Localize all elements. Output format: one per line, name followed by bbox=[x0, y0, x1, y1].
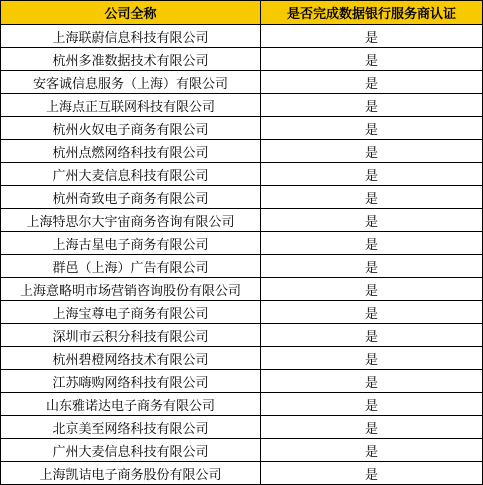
company-name-cell[interactable]: 上海凯诘电子商务股份有限公司 bbox=[1, 462, 261, 485]
table-body bbox=[1, 25, 483, 485]
table-header bbox=[1, 1, 483, 25]
company-name-cell[interactable]: 上海联蔚信息科技有限公司 bbox=[1, 25, 261, 48]
company-name-cell[interactable]: 江苏嗨购网络科技有限公司 bbox=[1, 370, 261, 393]
company-name-cell[interactable]: 群邑（上海）广告有限公司 bbox=[1, 255, 261, 278]
certification-status-cell[interactable]: 是 bbox=[261, 439, 483, 462]
certification-status-cell[interactable]: 是 bbox=[261, 117, 483, 140]
company-name-cell[interactable]: 杭州奇致电子商务有限公司 bbox=[1, 186, 261, 209]
table-row bbox=[1, 278, 483, 301]
certification-status-cell[interactable]: 是 bbox=[261, 71, 483, 94]
company-name-cell[interactable]: 山东雅诺达电子商务有限公司 bbox=[1, 393, 261, 416]
company-name-cell[interactable]: 北京美至网络科技有限公司 bbox=[1, 416, 261, 439]
certification-status-cell[interactable]: 是 bbox=[261, 278, 483, 301]
company-name-cell[interactable]: 安客诚信息服务（上海）有限公司 bbox=[1, 71, 261, 94]
table-row bbox=[1, 347, 483, 370]
certification-status-cell[interactable]: 是 bbox=[261, 393, 483, 416]
table-row bbox=[1, 462, 483, 485]
certification-status-cell[interactable]: 是 bbox=[261, 48, 483, 71]
company-name-cell[interactable]: 杭州火奴电子商务有限公司 bbox=[1, 117, 261, 140]
table-row bbox=[1, 393, 483, 416]
company-name-cell[interactable]: 深圳市云积分科技有限公司 bbox=[1, 324, 261, 347]
table-row bbox=[1, 209, 483, 232]
table-row bbox=[1, 324, 483, 347]
table-row bbox=[1, 301, 483, 324]
company-name-cell[interactable]: 上海意略明市场营销咨询股份有限公司 bbox=[1, 278, 261, 301]
certification-status-cell[interactable]: 是 bbox=[261, 163, 483, 186]
header-row bbox=[1, 1, 483, 25]
certification-status-cell[interactable]: 是 bbox=[261, 25, 483, 48]
company-name-cell[interactable]: 广州大麦信息科技有限公司 bbox=[1, 163, 261, 186]
table-row bbox=[1, 370, 483, 393]
certification-status-cell[interactable]: 是 bbox=[261, 255, 483, 278]
table-row bbox=[1, 255, 483, 278]
company-name-cell[interactable]: 杭州多准数据技术有限公司 bbox=[1, 48, 261, 71]
company-name-cell[interactable]: 上海宝尊电子商务有限公司 bbox=[1, 301, 261, 324]
certification-status-cell[interactable]: 是 bbox=[261, 370, 483, 393]
certification-status-cell[interactable]: 是 bbox=[261, 140, 483, 163]
table-row bbox=[1, 439, 483, 462]
company-name-cell[interactable]: 广州大麦信息科技有限公司 bbox=[1, 439, 261, 462]
certification-status-cell[interactable]: 是 bbox=[261, 416, 483, 439]
certification-status-cell[interactable]: 是 bbox=[261, 324, 483, 347]
certification-status-cell[interactable]: 是 bbox=[261, 347, 483, 370]
company-name-cell[interactable]: 上海古星电子商务有限公司 bbox=[1, 232, 261, 255]
table-row bbox=[1, 117, 483, 140]
table-row bbox=[1, 25, 483, 48]
table-row bbox=[1, 71, 483, 94]
certification-status-cell[interactable]: 是 bbox=[261, 186, 483, 209]
header-certification-status[interactable]: 是否完成数据银行服务商认证 bbox=[261, 1, 483, 25]
certification-status-cell[interactable]: 是 bbox=[261, 232, 483, 255]
certification-status-cell[interactable]: 是 bbox=[261, 462, 483, 485]
table-row bbox=[1, 140, 483, 163]
table-row bbox=[1, 163, 483, 186]
table-row bbox=[1, 416, 483, 439]
certification-status-cell[interactable]: 是 bbox=[261, 301, 483, 324]
table-row bbox=[1, 48, 483, 71]
table-row bbox=[1, 186, 483, 209]
table-row bbox=[1, 232, 483, 255]
company-name-cell[interactable]: 上海点正互联网科技有限公司 bbox=[1, 94, 261, 117]
header-company-name[interactable]: 公司全称 bbox=[1, 1, 261, 25]
company-name-cell[interactable]: 杭州点燃网络科技有限公司 bbox=[1, 140, 261, 163]
table-row bbox=[1, 94, 483, 117]
certification-status-cell[interactable]: 是 bbox=[261, 209, 483, 232]
company-name-cell[interactable]: 杭州碧橙网络技术有限公司 bbox=[1, 347, 261, 370]
certification-status-cell[interactable]: 是 bbox=[261, 94, 483, 117]
company-name-cell[interactable]: 上海特思尔大宇宙商务咨询有限公司 bbox=[1, 209, 261, 232]
